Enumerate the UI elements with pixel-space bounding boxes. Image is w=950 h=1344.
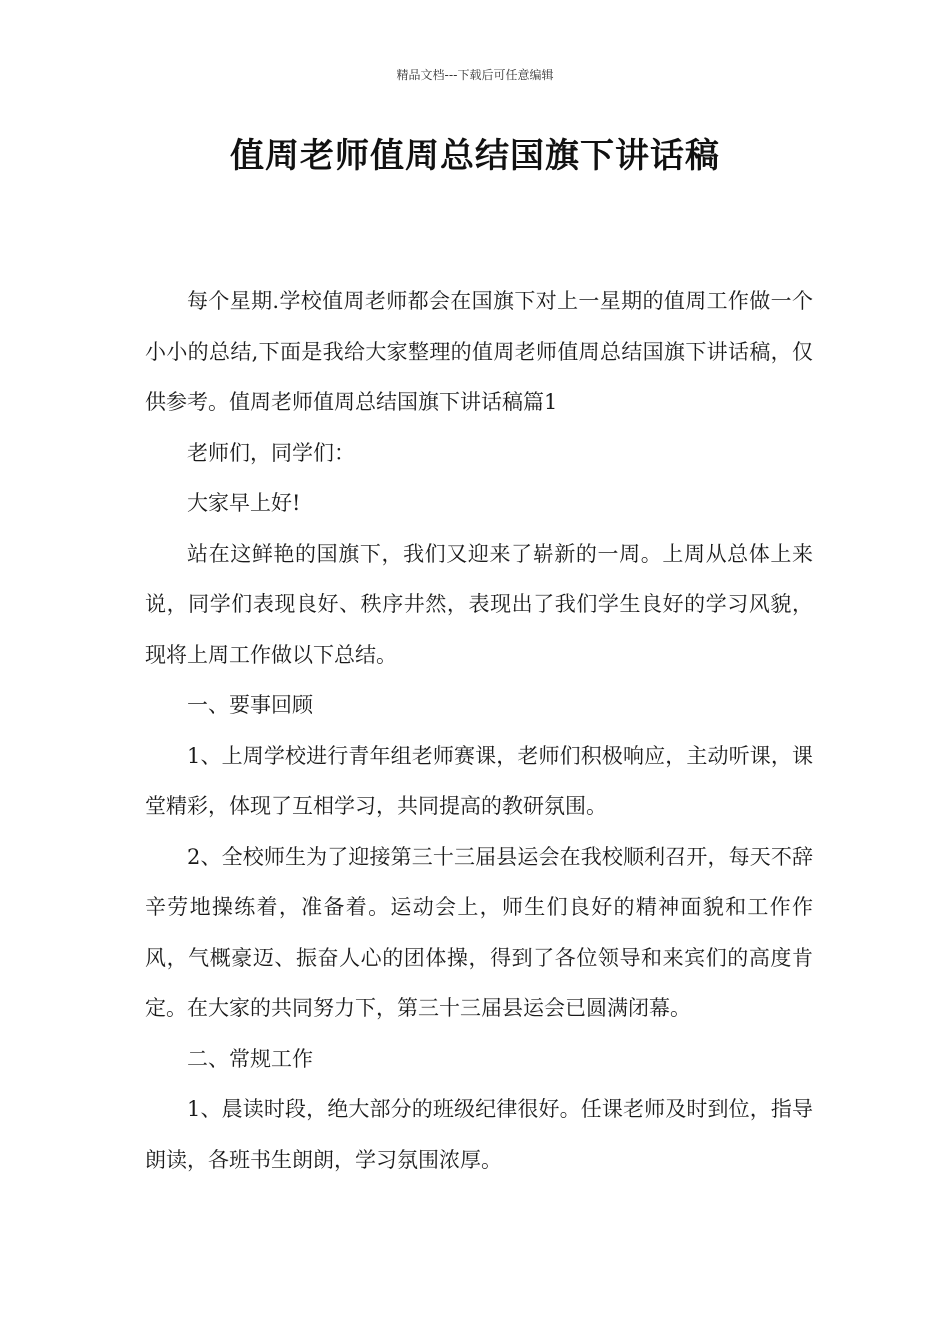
section-heading-review: 一、要事回顾 (187, 693, 313, 717)
header-note: 精品文档---下载后可任意编辑 (396, 68, 554, 82)
paragraph-greeting: 大家早上好! (187, 491, 301, 515)
paragraph-review-1: 1、上周学校进行青年组老师赛课，老师们积极响应，主动听课，课堂精彩，体现了互相学习，共同提高的教研氛围。 (145, 743, 813, 818)
paragraph-routine-1: 1、晨读时段，绝大部分的班级纪律很好。任课老师及时到位，指导朗读，各班书生朗朗，学习氛围浓厚。 (145, 1097, 813, 1172)
paragraph-intro: 每个星期.学校值周老师都会在国旗下对上一星期的值周工作做一个小小的总结,下面是我给大家整理的值周老师值周总结国旗下讲话稿，仅供参考。值周老师值周总结国旗下讲话稿篇1 (145, 289, 813, 414)
paragraph-greeting-salutation: 老师们，同学们： (187, 440, 355, 465)
paragraph-overview: 站在这鲜艳的国旗下，我们又迎来了崭新的一周。上周从总体上来说，同学们表现良好、秩序井然，表现出了我们学生良好的学习风貌，现将上周工作做以下总结。 (145, 541, 813, 667)
document-title: 值周老师值周总结国旗下讲话稿 (230, 136, 720, 176)
paragraph-review-2: 2、全校师生为了迎接第三十三届县运会在我校顺利召开，每天不辞辛劳地操练着，准备着。运动会上，师生们良好的精神面貌和工作作风，气概豪迈、振奋人心的团体操，得到了各位领导和来宾们的高度肯定。在大家的共同努力下，第三十三届县运会已圆满闭幕。 (145, 844, 813, 1020)
section-heading-routine: 二、常规工作 (187, 1046, 313, 1071)
document-body (145, 276, 813, 1185)
